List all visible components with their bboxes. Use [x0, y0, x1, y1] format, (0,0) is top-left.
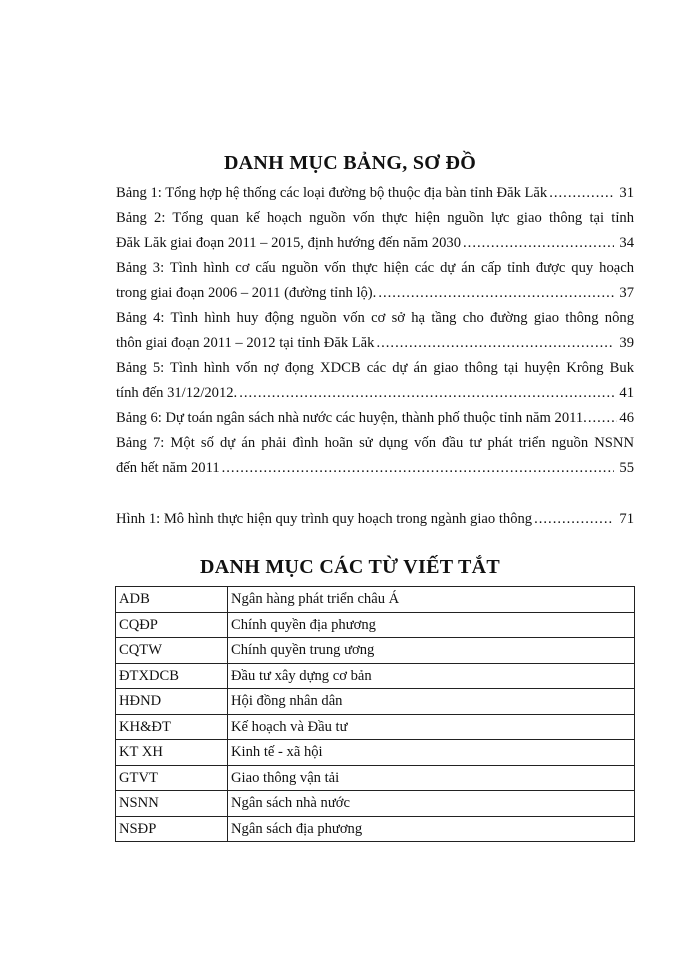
meaning-cell: Kinh tế - xã hội: [228, 740, 635, 766]
list-of-tables-title: DANH MỤC BẢNG, SƠ ĐỒ: [223, 152, 477, 174]
abbreviations-table: [115, 586, 635, 842]
meaning-cell: Hội đồng nhân dân: [228, 689, 635, 715]
meaning-cell: Chính quyền địa phương: [228, 612, 635, 638]
table-row: [116, 587, 635, 613]
abbr-cell: KT XH: [116, 740, 228, 766]
toc-entry-text: Bảng 2: Tổng quan kế hoạch nguồn vốn thực hiện nguồn lực giao thông tại tỉnh: [116, 210, 634, 226]
leader-dots: [534, 511, 614, 528]
toc-entry-text-cont: thôn giai đoạn 2011 – 2012 tại tỉnh Đăk Lăk: [116, 335, 375, 351]
meaning-cell: Ngân hàng phát triển châu Á: [228, 587, 635, 613]
page-number: 41: [619, 385, 634, 401]
toc-entry[interactable]: [116, 306, 634, 356]
table-row: [116, 714, 635, 740]
toc-entry-text: Bảng 5: Tình hình vốn nợ đọng XDCB các dự án giao thông tại huyện Krông Buk: [116, 360, 634, 376]
page-number: 34: [619, 235, 634, 251]
toc-entry-text: Bảng 4: Tình hình huy động nguồn vốn cơ sở hạ tầng cho đường giao thông nông: [116, 310, 634, 326]
abbr-cell: ĐTXDCB: [116, 663, 228, 689]
page-number: 37: [619, 285, 634, 301]
toc-entry[interactable]: [116, 406, 634, 431]
abbr-cell: NSĐP: [116, 816, 228, 842]
leader-dots: [463, 231, 614, 256]
table-row: [116, 816, 635, 842]
table-row: [116, 689, 635, 715]
table-row: [116, 638, 635, 664]
figure-entry-text: Hình 1: Mô hình thực hiện quy trình quy hoạch trong ngành giao thông: [116, 511, 533, 527]
page-number: 71: [619, 511, 634, 527]
page-number: 55: [619, 460, 634, 476]
leader-dots: [549, 181, 614, 206]
toc-entry[interactable]: [116, 256, 634, 306]
meaning-cell: Đầu tư xây dựng cơ bản: [228, 663, 635, 689]
toc-entry-text-cont: đến hết năm 2011: [116, 460, 220, 476]
toc-entry-text-cont: Đăk Lăk giai đoạn 2011 – 2015, định hướng đến năm 2030: [116, 235, 462, 251]
abbr-cell: CQĐP: [116, 612, 228, 638]
leader-dots: [239, 381, 614, 406]
table-row: [116, 663, 635, 689]
toc-entry-text: Bảng 1: Tổng hợp hệ thống các loại đường bộ thuộc địa bàn tỉnh Đăk Lăk: [116, 185, 548, 201]
meaning-cell: Ngân sách nhà nước: [228, 791, 635, 817]
abbreviations-title: DANH MỤC CÁC TỪ VIẾT TẮT: [199, 556, 501, 578]
abbr-cell: NSNN: [116, 791, 228, 817]
toc-entry-text: Bảng 3: Tình hình cơ cấu nguồn vốn thực hiện các dự án cấp tỉnh được quy hoạch: [116, 260, 634, 276]
page-number: 39: [619, 335, 634, 351]
table-row: [116, 765, 635, 791]
toc-entry-text-cont: tính đến 31/12/2012.: [116, 385, 238, 401]
leader-dots: [222, 456, 614, 481]
toc-entry-text-cont: trong giai đoạn 2006 – 2011 (đường tỉnh lộ).: [116, 285, 377, 301]
meaning-cell: Chính quyền trung ương: [228, 638, 635, 664]
abbr-cell: GTVT: [116, 765, 228, 791]
toc-entry[interactable]: [116, 181, 634, 206]
leader-dots: [378, 281, 614, 306]
abbr-cell: HĐND: [116, 689, 228, 715]
toc-entry-text: Bảng 7: Một số dự án phải đình hoãn sử dụng vốn đầu tư phát triển nguồn NSNN: [116, 435, 634, 451]
table-row: [116, 740, 635, 766]
abbr-cell: KH&ĐT: [116, 714, 228, 740]
toc-entry[interactable]: [116, 431, 634, 481]
abbr-cell: CQTW: [116, 638, 228, 664]
table-of-contents: [116, 181, 634, 481]
toc-entry[interactable]: [116, 206, 634, 256]
toc-entry[interactable]: [116, 356, 634, 406]
meaning-cell: Kế hoạch và Đầu tư: [228, 714, 635, 740]
leader-dots: [376, 331, 614, 356]
table-row: [116, 791, 635, 817]
meaning-cell: Giao thông vận tải: [228, 765, 635, 791]
meaning-cell: Ngân sách địa phương: [228, 816, 635, 842]
figure-entry[interactable]: [116, 511, 634, 536]
table-row: [116, 612, 635, 638]
page-number: 31: [619, 185, 634, 201]
leader-dots: [588, 406, 617, 431]
abbr-cell: ADB: [116, 587, 228, 613]
page-number: 46: [619, 410, 634, 426]
toc-entry-text: Bảng 6: Dự toán ngân sách nhà nước các huyện, thành phố thuộc tỉnh năm 2011.: [116, 410, 587, 426]
